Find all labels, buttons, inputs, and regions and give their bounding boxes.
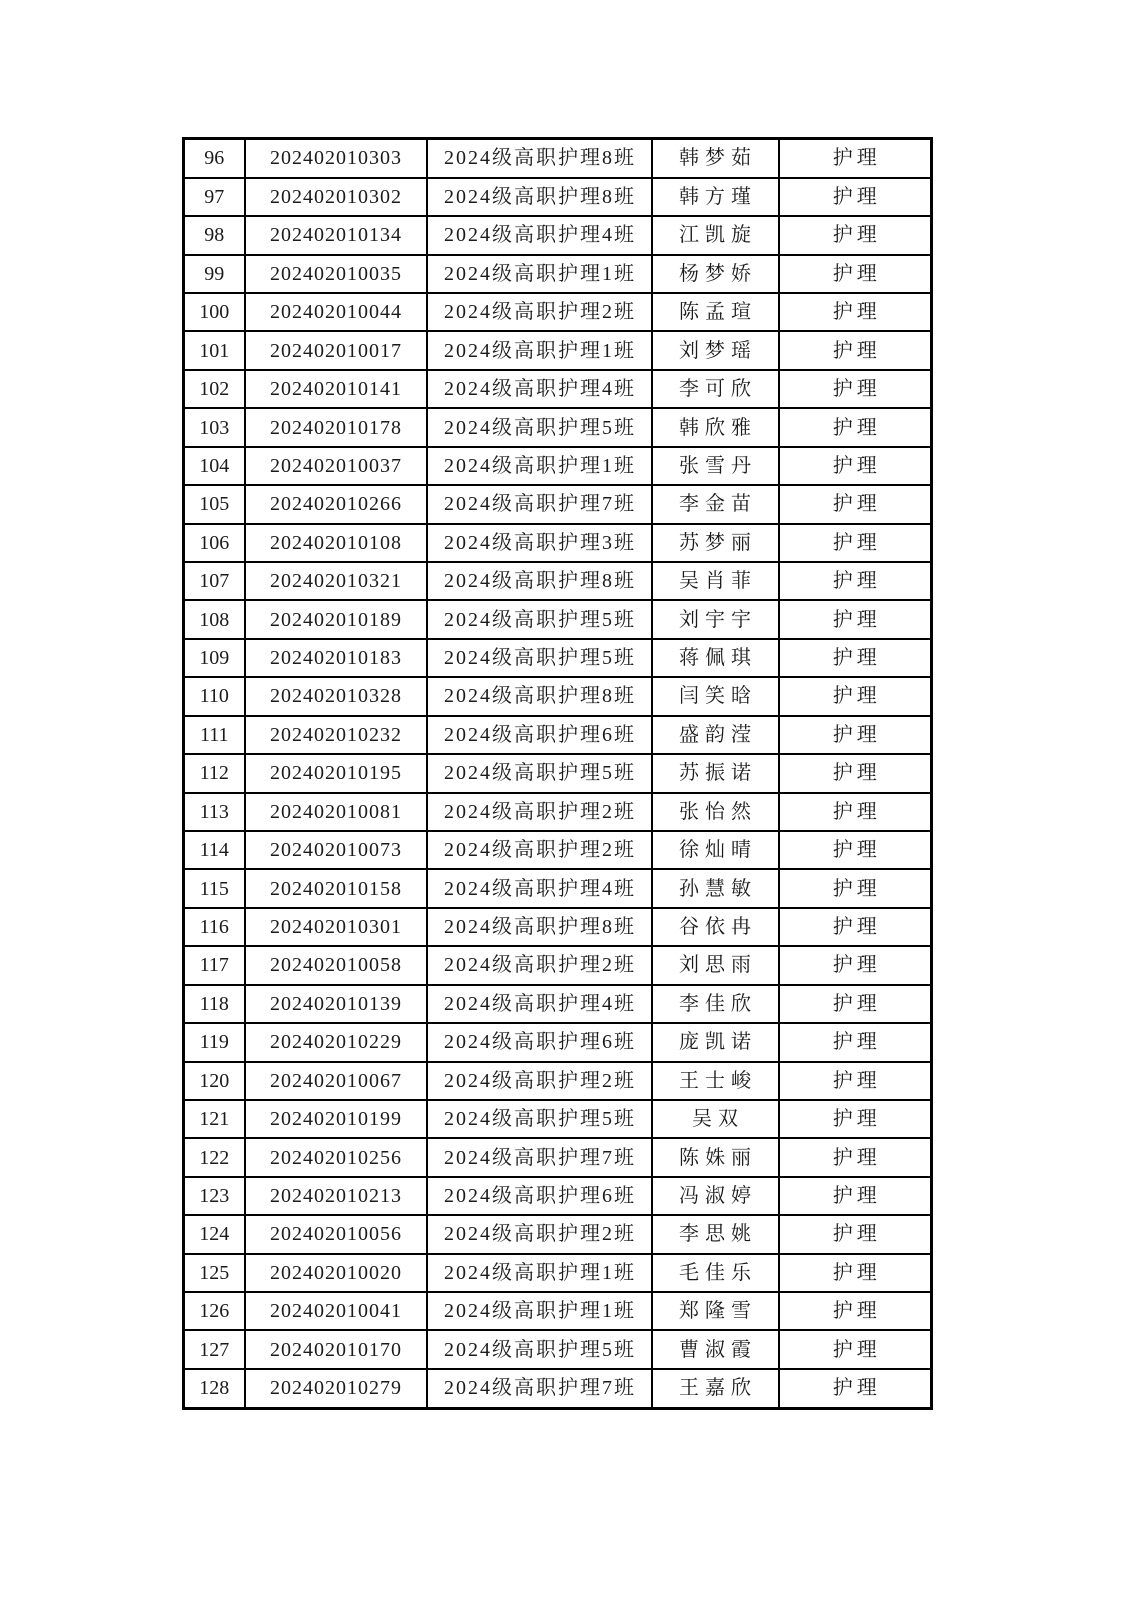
cell-major: 护理: [779, 408, 932, 446]
cell-row-number: 102: [184, 370, 245, 408]
cell-name: 庞凯诺: [652, 1023, 779, 1061]
cell-name: 韩欣雅: [652, 408, 779, 446]
cell-name: 冯淑婷: [652, 1177, 779, 1215]
cell-row-number: 120: [184, 1062, 245, 1100]
table-row: [184, 408, 932, 446]
cell-major: 护理: [779, 562, 932, 600]
cell-row-number: 104: [184, 447, 245, 485]
table-row: [184, 331, 932, 369]
table-row: [184, 178, 932, 216]
cell-name: 刘宇宇: [652, 600, 779, 638]
cell-name: 刘梦瑶: [652, 331, 779, 369]
cell-major: 护理: [779, 447, 932, 485]
cell-student-id: 202402010301: [245, 908, 427, 946]
cell-student-id: 202402010139: [245, 985, 427, 1023]
cell-student-id: 202402010195: [245, 754, 427, 792]
cell-major: 护理: [779, 331, 932, 369]
table-row: [184, 600, 932, 638]
table-row: [184, 908, 932, 946]
cell-class: 2024级高职护理5班: [427, 600, 652, 638]
cell-name: 闫笑晗: [652, 677, 779, 715]
cell-student-id: 202402010328: [245, 677, 427, 715]
cell-major: 护理: [779, 716, 932, 754]
cell-major: 护理: [779, 793, 932, 831]
cell-row-number: 113: [184, 793, 245, 831]
cell-student-id: 202402010041: [245, 1292, 427, 1330]
table-row: [184, 370, 932, 408]
cell-major: 护理: [779, 1100, 932, 1138]
cell-name: 李金苗: [652, 485, 779, 523]
cell-major: 护理: [779, 869, 932, 907]
cell-class: 2024级高职护理1班: [427, 331, 652, 369]
cell-name: 王嘉欣: [652, 1369, 779, 1409]
cell-name: 刘思雨: [652, 946, 779, 984]
table-row: [184, 562, 932, 600]
table-row: [184, 1023, 932, 1061]
cell-row-number: 108: [184, 600, 245, 638]
cell-class: 2024级高职护理2班: [427, 1215, 652, 1253]
cell-student-id: 202402010056: [245, 1215, 427, 1253]
table-row: [184, 447, 932, 485]
cell-name: 江凯旋: [652, 216, 779, 254]
cell-major: 护理: [779, 908, 932, 946]
cell-major: 护理: [779, 1177, 932, 1215]
cell-row-number: 101: [184, 331, 245, 369]
cell-major: 护理: [779, 485, 932, 523]
cell-class: 2024级高职护理8班: [427, 677, 652, 715]
student-roster-table: [182, 137, 933, 1410]
table-row: [184, 524, 932, 562]
cell-name: 王士峻: [652, 1062, 779, 1100]
table-row: [184, 677, 932, 715]
cell-row-number: 107: [184, 562, 245, 600]
cell-major: 护理: [779, 1330, 932, 1368]
cell-class: 2024级高职护理4班: [427, 869, 652, 907]
table-row: [184, 1254, 932, 1292]
table-row: [184, 639, 932, 677]
cell-major: 护理: [779, 1369, 932, 1409]
cell-row-number: 100: [184, 293, 245, 331]
table-row: [184, 754, 932, 792]
cell-name: 毛佳乐: [652, 1254, 779, 1292]
cell-student-id: 202402010189: [245, 600, 427, 638]
cell-class: 2024级高职护理5班: [427, 639, 652, 677]
cell-name: 李思姚: [652, 1215, 779, 1253]
cell-name: 苏梦丽: [652, 524, 779, 562]
cell-row-number: 106: [184, 524, 245, 562]
table-row: [184, 869, 932, 907]
cell-name: 陈姝丽: [652, 1138, 779, 1176]
cell-class: 2024级高职护理5班: [427, 1330, 652, 1368]
cell-major: 护理: [779, 1292, 932, 1330]
cell-name: 李可欣: [652, 370, 779, 408]
cell-class: 2024级高职护理1班: [427, 255, 652, 293]
cell-row-number: 119: [184, 1023, 245, 1061]
cell-major: 护理: [779, 985, 932, 1023]
cell-name: 吴肖菲: [652, 562, 779, 600]
cell-row-number: 124: [184, 1215, 245, 1253]
cell-student-id: 202402010183: [245, 639, 427, 677]
cell-class: 2024级高职护理2班: [427, 946, 652, 984]
cell-class: 2024级高职护理1班: [427, 1292, 652, 1330]
cell-class: 2024级高职护理8班: [427, 562, 652, 600]
cell-class: 2024级高职护理8班: [427, 908, 652, 946]
cell-major: 护理: [779, 600, 932, 638]
table-row: [184, 716, 932, 754]
cell-row-number: 96: [184, 139, 245, 178]
cell-major: 护理: [779, 1023, 932, 1061]
cell-class: 2024级高职护理6班: [427, 1023, 652, 1061]
cell-student-id: 202402010108: [245, 524, 427, 562]
cell-student-id: 202402010302: [245, 178, 427, 216]
cell-major: 护理: [779, 1215, 932, 1253]
cell-name: 陈孟瑄: [652, 293, 779, 331]
cell-row-number: 118: [184, 985, 245, 1023]
cell-row-number: 128: [184, 1369, 245, 1409]
cell-row-number: 114: [184, 831, 245, 869]
cell-student-id: 202402010279: [245, 1369, 427, 1409]
cell-class: 2024级高职护理1班: [427, 447, 652, 485]
cell-name: 韩方瑾: [652, 178, 779, 216]
cell-class: 2024级高职护理5班: [427, 754, 652, 792]
cell-major: 护理: [779, 1138, 932, 1176]
cell-major: 护理: [779, 524, 932, 562]
cell-row-number: 125: [184, 1254, 245, 1292]
cell-name: 李佳欣: [652, 985, 779, 1023]
cell-row-number: 97: [184, 178, 245, 216]
cell-name: 张雪丹: [652, 447, 779, 485]
cell-class: 2024级高职护理4班: [427, 370, 652, 408]
cell-class: 2024级高职护理7班: [427, 1369, 652, 1409]
cell-row-number: 122: [184, 1138, 245, 1176]
cell-student-id: 202402010141: [245, 370, 427, 408]
table-row: [184, 1215, 932, 1253]
cell-row-number: 123: [184, 1177, 245, 1215]
cell-student-id: 202402010199: [245, 1100, 427, 1138]
cell-class: 2024级高职护理4班: [427, 216, 652, 254]
table-row: [184, 293, 932, 331]
cell-major: 护理: [779, 639, 932, 677]
table-row: [184, 216, 932, 254]
cell-class: 2024级高职护理5班: [427, 1100, 652, 1138]
cell-name: 徐灿晴: [652, 831, 779, 869]
table-row: [184, 1369, 932, 1409]
cell-row-number: 112: [184, 754, 245, 792]
cell-major: 护理: [779, 216, 932, 254]
cell-class: 2024级高职护理6班: [427, 1177, 652, 1215]
table-row: [184, 485, 932, 523]
cell-row-number: 117: [184, 946, 245, 984]
cell-class: 2024级高职护理8班: [427, 139, 652, 178]
cell-student-id: 202402010058: [245, 946, 427, 984]
table-row: [184, 946, 932, 984]
cell-student-id: 202402010020: [245, 1254, 427, 1292]
cell-name: 蒋佩琪: [652, 639, 779, 677]
cell-major: 护理: [779, 677, 932, 715]
cell-row-number: 98: [184, 216, 245, 254]
cell-name: 张怡然: [652, 793, 779, 831]
cell-class: 2024级高职护理3班: [427, 524, 652, 562]
cell-student-id: 202402010266: [245, 485, 427, 523]
cell-class: 2024级高职护理8班: [427, 178, 652, 216]
cell-student-id: 202402010035: [245, 255, 427, 293]
cell-class: 2024级高职护理6班: [427, 716, 652, 754]
cell-student-id: 202402010321: [245, 562, 427, 600]
cell-student-id: 202402010017: [245, 331, 427, 369]
cell-name: 曹淑霞: [652, 1330, 779, 1368]
cell-student-id: 202402010081: [245, 793, 427, 831]
table-row: [184, 831, 932, 869]
cell-row-number: 111: [184, 716, 245, 754]
cell-major: 护理: [779, 139, 932, 178]
cell-major: 护理: [779, 831, 932, 869]
cell-student-id: 202402010158: [245, 869, 427, 907]
table-row: [184, 793, 932, 831]
cell-student-id: 202402010170: [245, 1330, 427, 1368]
cell-major: 护理: [779, 370, 932, 408]
cell-student-id: 202402010178: [245, 408, 427, 446]
table-row: [184, 1330, 932, 1368]
table-row: [184, 1100, 932, 1138]
cell-major: 护理: [779, 1254, 932, 1292]
table-row: [184, 1177, 932, 1215]
table-row: [184, 1062, 932, 1100]
cell-class: 2024级高职护理2班: [427, 831, 652, 869]
cell-major: 护理: [779, 1062, 932, 1100]
cell-row-number: 110: [184, 677, 245, 715]
cell-class: 2024级高职护理1班: [427, 1254, 652, 1292]
table-row: [184, 255, 932, 293]
cell-student-id: 202402010044: [245, 293, 427, 331]
cell-class: 2024级高职护理5班: [427, 408, 652, 446]
cell-row-number: 105: [184, 485, 245, 523]
cell-name: 杨梦娇: [652, 255, 779, 293]
cell-class: 2024级高职护理2班: [427, 293, 652, 331]
cell-name: 孙慧敏: [652, 869, 779, 907]
cell-name: 吴双: [652, 1100, 779, 1138]
cell-row-number: 126: [184, 1292, 245, 1330]
cell-student-id: 202402010229: [245, 1023, 427, 1061]
cell-student-id: 202402010037: [245, 447, 427, 485]
cell-name: 盛韵滢: [652, 716, 779, 754]
cell-name: 郑隆雪: [652, 1292, 779, 1330]
cell-major: 护理: [779, 255, 932, 293]
cell-row-number: 103: [184, 408, 245, 446]
cell-row-number: 121: [184, 1100, 245, 1138]
cell-name: 谷依冉: [652, 908, 779, 946]
cell-class: 2024级高职护理7班: [427, 485, 652, 523]
cell-major: 护理: [779, 754, 932, 792]
table-row: [184, 1138, 932, 1176]
cell-major: 护理: [779, 293, 932, 331]
cell-student-id: 202402010067: [245, 1062, 427, 1100]
cell-name: 韩梦茹: [652, 139, 779, 178]
cell-name: 苏振诺: [652, 754, 779, 792]
cell-class: 2024级高职护理2班: [427, 1062, 652, 1100]
cell-class: 2024级高职护理7班: [427, 1138, 652, 1176]
table-row: [184, 1292, 932, 1330]
cell-row-number: 127: [184, 1330, 245, 1368]
cell-row-number: 109: [184, 639, 245, 677]
cell-major: 护理: [779, 946, 932, 984]
roster-table-body: [184, 139, 932, 1409]
cell-student-id: 202402010134: [245, 216, 427, 254]
table-row: [184, 139, 932, 178]
cell-student-id: 202402010232: [245, 716, 427, 754]
cell-class: 2024级高职护理4班: [427, 985, 652, 1023]
cell-student-id: 202402010256: [245, 1138, 427, 1176]
cell-row-number: 115: [184, 869, 245, 907]
cell-row-number: 99: [184, 255, 245, 293]
cell-student-id: 202402010073: [245, 831, 427, 869]
cell-row-number: 116: [184, 908, 245, 946]
cell-major: 护理: [779, 178, 932, 216]
cell-student-id: 202402010303: [245, 139, 427, 178]
cell-student-id: 202402010213: [245, 1177, 427, 1215]
cell-class: 2024级高职护理2班: [427, 793, 652, 831]
table-row: [184, 985, 932, 1023]
